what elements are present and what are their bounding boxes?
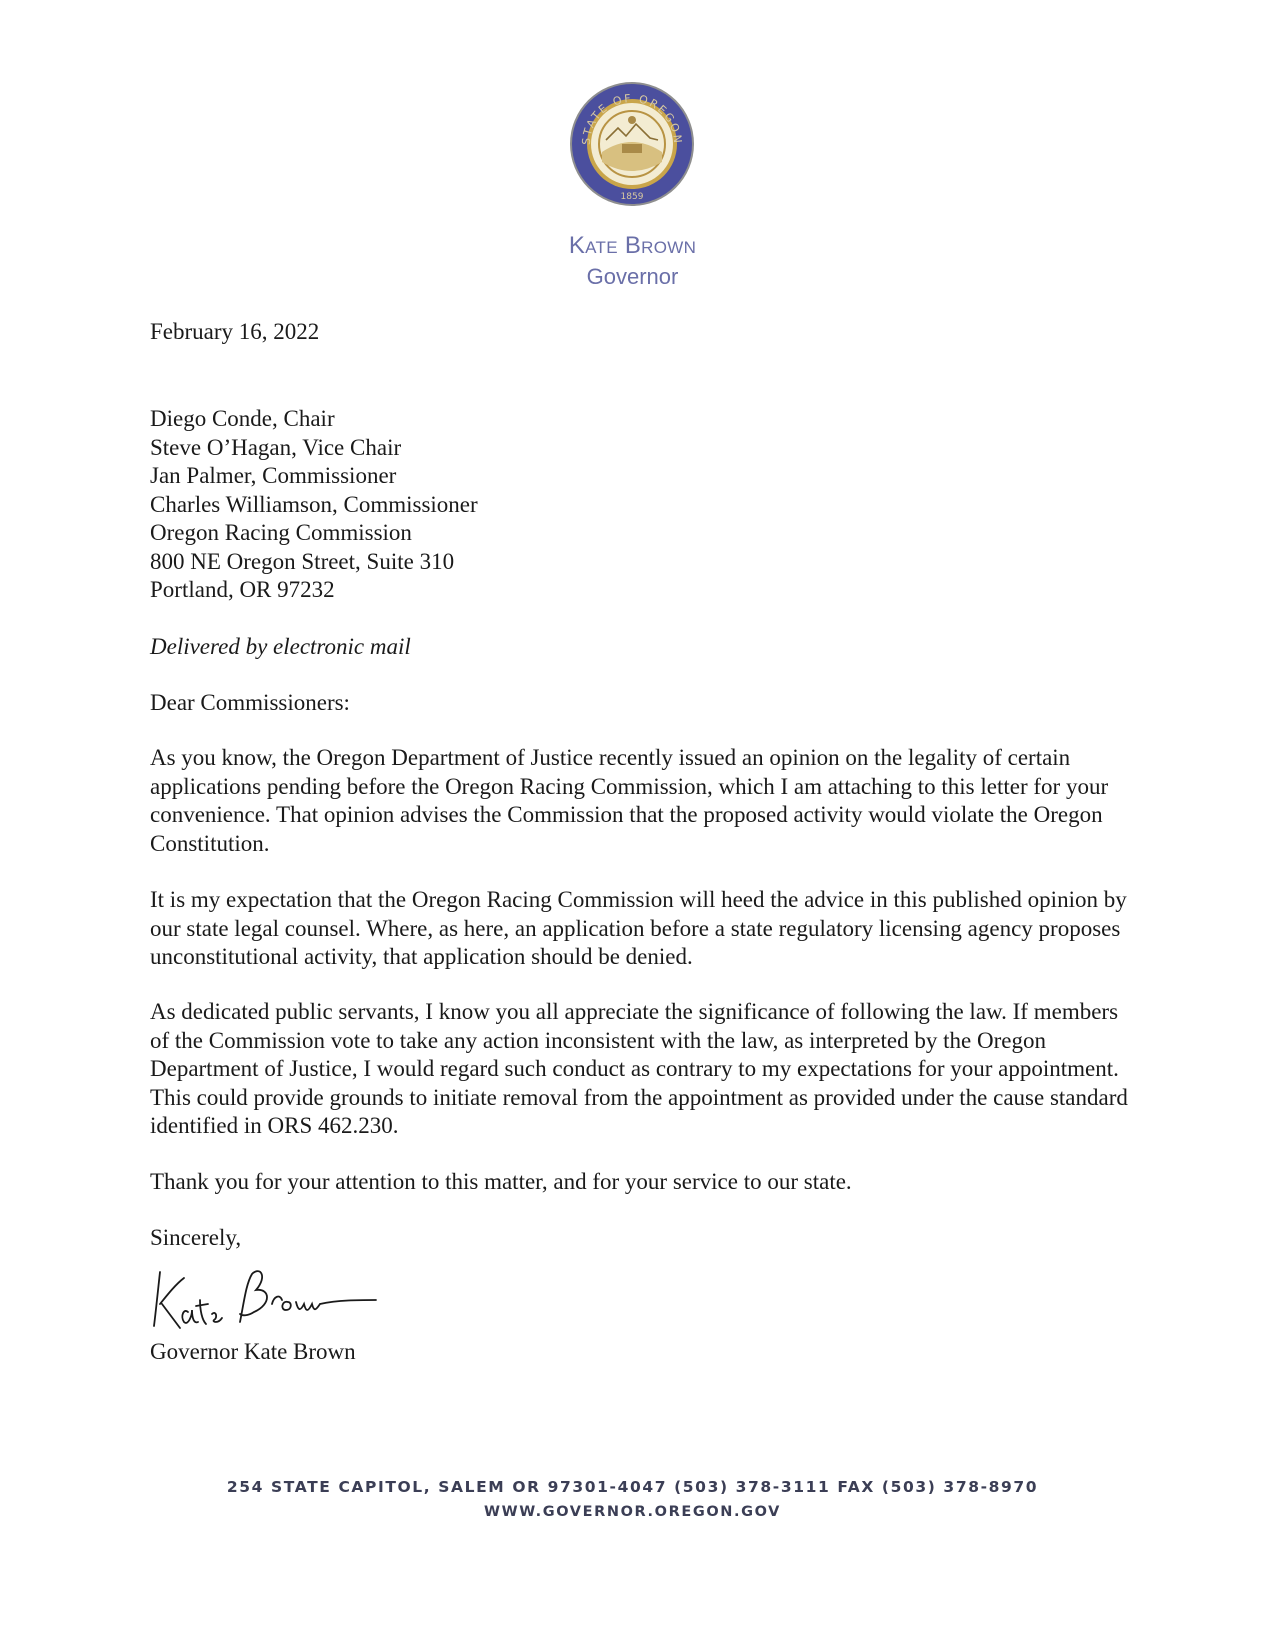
recipient-line: Charles Williamson, Commissioner bbox=[150, 491, 478, 517]
letterhead-name: Kate Brown bbox=[568, 232, 697, 259]
recipient-line: Oregon Racing Commission bbox=[150, 520, 412, 545]
delivery-note: Delivered by electronic mail bbox=[150, 634, 411, 659]
body-paragraph: As dedicated public servants, I know you all appreciate the significance of following the law. If members of the Commission vote to take any action inconsistent with the law, as interpreted by the Oregon Department of Justice, I would regard such conduct as contrary to my expectations for your appointment. This could provide grounds to initiate removal from the appointment as provided under the cause standard identified in ORS 462.230. bbox=[150, 999, 1128, 1138]
signer-name: Governor Kate Brown bbox=[150, 1339, 356, 1364]
recipient-line: 800 NE Oregon Street, Suite 310 bbox=[150, 548, 455, 574]
handwritten-signature bbox=[148, 1260, 378, 1340]
recipient-line: Steve O’Hagan, Vice Chair bbox=[150, 434, 402, 460]
recipient-line: Diego Conde, Chair bbox=[150, 406, 335, 431]
seal-year: 1859 bbox=[620, 192, 644, 202]
footer-address: 254 STATE CAPITOL, SALEM OR 97301-4047 (503) 378-3111 FAX (503) 378-8970 bbox=[226, 1478, 1039, 1496]
body-paragraph: As you know, the Oregon Department of Justice recently issued an opinion on the legality of certain applications pending before the Oregon Racing Commission, which I am attaching to this letter for your convenience. That opinion advises the Commission that the proposed activity would violate the Oregon Constitution. bbox=[150, 745, 1109, 856]
recipient-address-block bbox=[150, 405, 1130, 605]
footer-website: WWW.GOVERNOR.OREGON.GOV bbox=[484, 1504, 781, 1520]
recipient-line: Jan Palmer, Commissioner bbox=[150, 463, 397, 488]
letterhead-title: Governor bbox=[586, 264, 679, 289]
closing: Sincerely, bbox=[150, 1225, 242, 1250]
salutation: Dear Commissioners: bbox=[150, 690, 350, 715]
letter-date: February 16, 2022 bbox=[150, 319, 320, 344]
body-paragraph: Thank you for your attention to this matter, and for your service to our state. bbox=[150, 1169, 852, 1194]
recipient-line: Portland, OR 97232 bbox=[150, 577, 335, 602]
body-paragraph: It is my expectation that the Oregon Racing Commission will heed the advice in this published opinion by our state legal counsel. Where, as here, an application before a state regulatory licensing agency proposes unconstitutional activity, that application should be denied. bbox=[150, 887, 1127, 969]
oregon-state-seal-icon bbox=[568, 80, 696, 208]
seal-ring-text: STATE OF OREGON bbox=[579, 91, 685, 146]
